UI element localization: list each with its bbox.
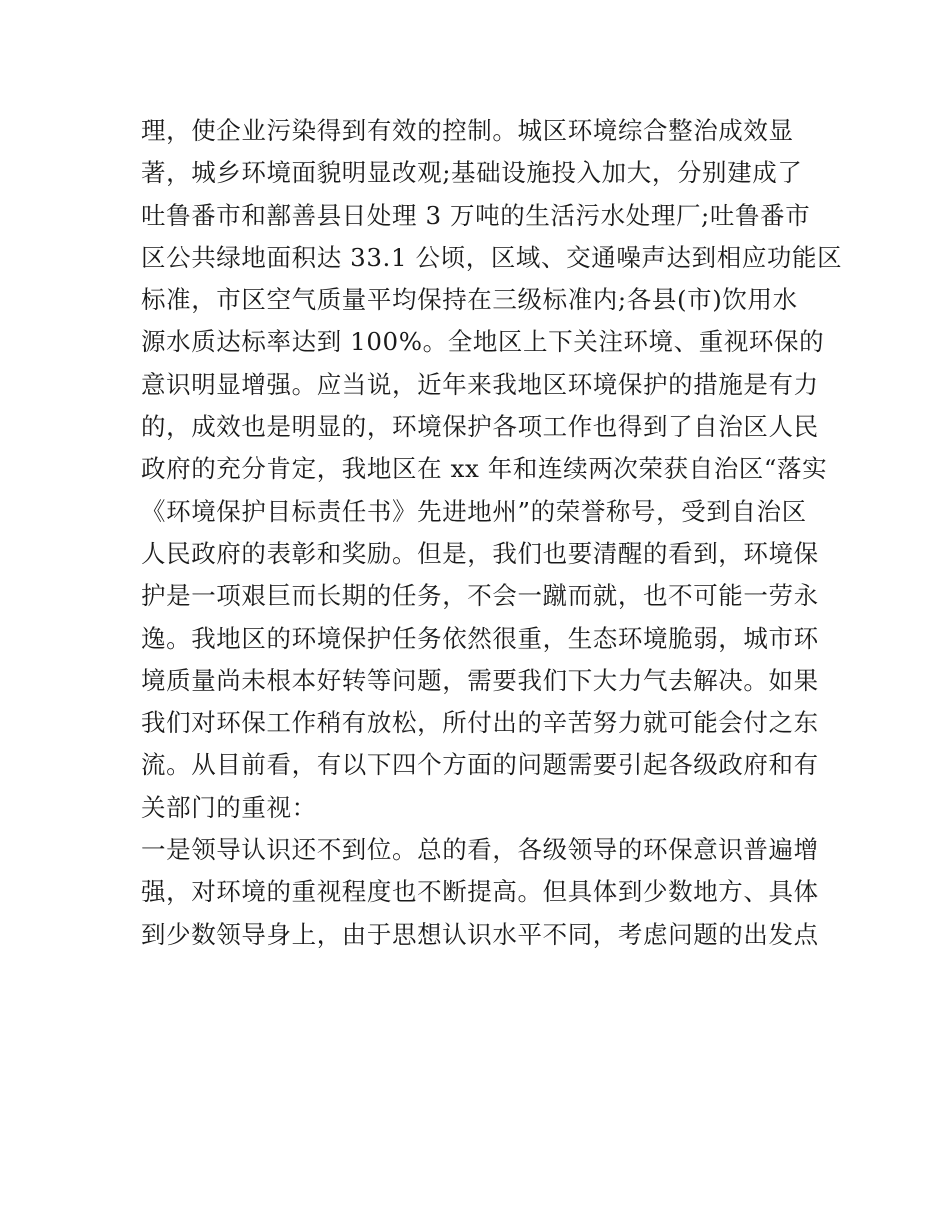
body-text [141,110,843,956]
text-line: 一是领导认识还不到位。总的看，各级领导的环保意识普遍增 [141,835,819,865]
text-line: 逸。我地区的环境保护任务依然很重，生态环境脆弱，城市环 [141,623,819,653]
text-line: 《环境保护目标责任书》先进地州”的荣誉称号，受到自治区 [141,496,807,526]
text-line: 著，城乡环境面貌明显改观;基础设施投入加大，分别建成了 [141,158,803,188]
text-line: 的，成效也是明显的，环境保护各项工作也得到了自治区人民 [141,412,819,442]
text-line: 人民政府的表彰和奖励。但是，我们也要清醒的看到，环境保 [141,538,819,568]
text-line: 理，使企业污染得到有效的控制。城区环境综合整治成效显 [141,116,794,145]
text-line: 政府的充分肯定，我地区在 xx 年和连续两次荣获自治区“落实 [141,454,828,484]
text-line: 到少数领导身上，由于思想认识水平不同，考虑问题的出发点 [141,919,819,949]
text-line: 流。从目前看，有以下四个方面的问题需要引起各级政府和有 [141,750,819,780]
text-line: 关部门的重视： [141,792,317,822]
text-line: 区公共绿地面积达 33.1 公顷，区域、交通噪声达到相应功能区 [141,242,843,272]
text-line: 意识明显增强。应当说，近年来我地区环境保护的措施是有力 [141,369,819,399]
text-line: 强，对环境的重视程度也不断提高。但具体到少数地方、具体 [141,877,819,907]
text-line: 护是一项艰巨而长期的任务，不会一蹴而就，也不可能一劳永 [141,581,819,611]
text-line: 吐鲁番市和鄯善县日处理 3 万吨的生活污水处理厂;吐鲁番市 [141,200,811,230]
text-line: 境质量尚未根本好转等问题，需要我们下大力气去解决。如果 [141,665,819,695]
text-line: 我们对环保工作稍有放松，所付出的辛苦努力就可能会付之东 [141,708,819,738]
text-line: 源水质达标率达到 100%。全地区上下关注环境、重视环保的 [141,327,825,357]
text-line: 标准，市区空气质量平均保持在三级标准内;各县(市)饮用水 [141,285,798,315]
